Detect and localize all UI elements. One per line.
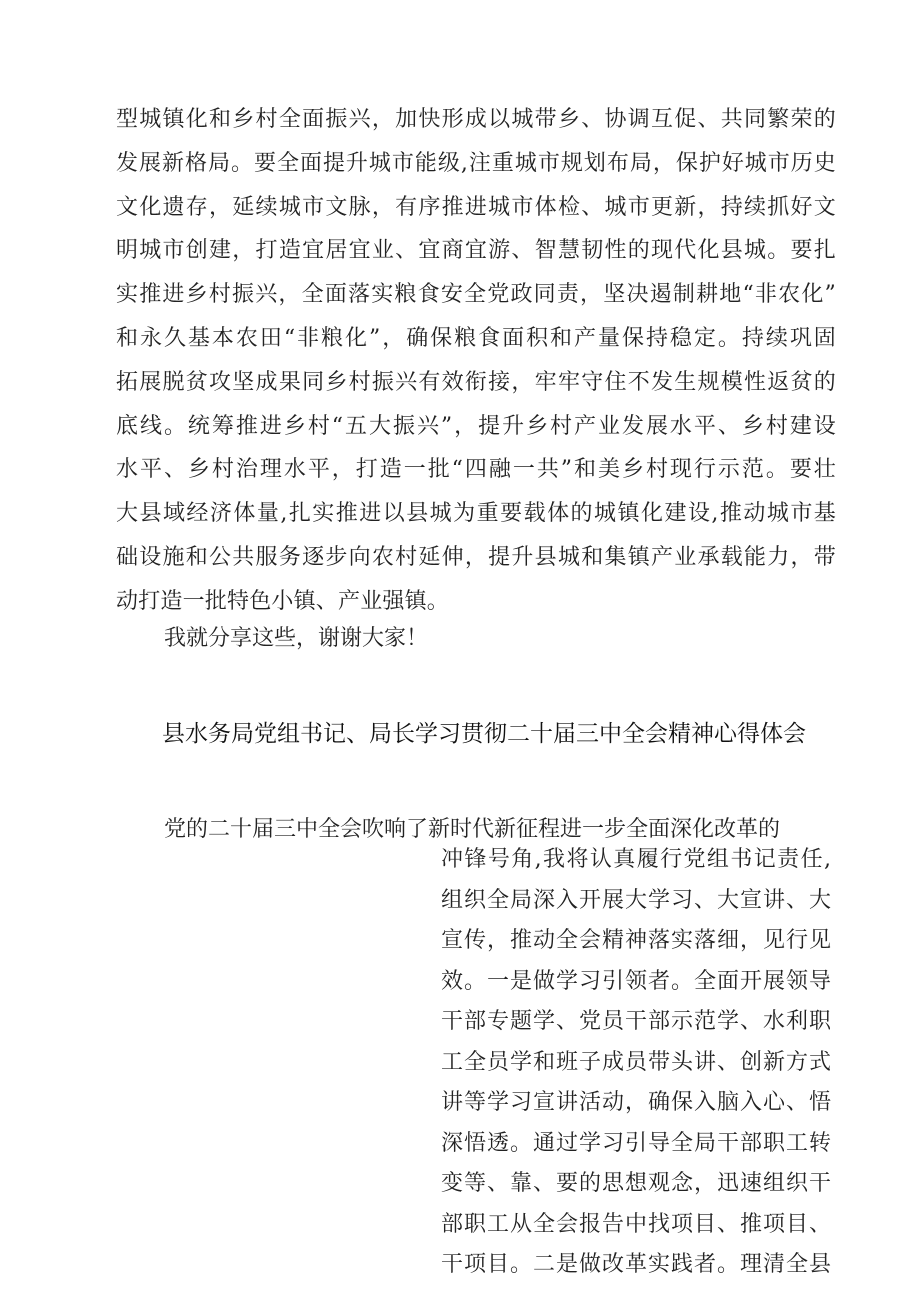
text-line: 冲锋号角,我将认真履行党组书记责任, bbox=[441, 847, 831, 872]
text-line: 明城市创建，打造宜居宜业、宜商宜游、智慧韧性的现代化县城。要扎 bbox=[116, 238, 836, 264]
text-line: 部职工从全会报告中找项目、推项目、 bbox=[441, 1211, 831, 1237]
text-line: 水平、乡村治理水平，打造一批“四融一共”和美乡村现行示范。要壮 bbox=[116, 457, 836, 483]
text-line: 动打造一批特色小镇、产业强镇。 bbox=[116, 588, 450, 614]
text-line: 变等、靠、要的思想观念，迅速组织干 bbox=[441, 1171, 831, 1196]
text-line: 底线。统筹推进乡村“五大振兴”，提升乡村产业发展水平、乡村建设 bbox=[116, 413, 836, 439]
article-title: 县水务局党组书记、局长学习贯彻二十届三中全会精神心得体会 bbox=[162, 721, 806, 747]
text-line: 效。一是做学习引领者。全面开展领导 bbox=[441, 968, 831, 994]
text-line: 干项目。二是做改革实践者。理清全县 bbox=[441, 1252, 831, 1277]
text-line: 组织全局深入开展大学习、大宣讲、大 bbox=[441, 887, 831, 913]
text-line: 文化遗存，延续城市文脉，有序推进城市体检、城市更新，持续抓好文 bbox=[116, 194, 836, 220]
text-line: 和永久基本农田“非粮化”，确保粮食面积和产量保持稳定。持续巩固 bbox=[116, 325, 836, 351]
text-line: 深悟透。通过学习引导全局干部职工转 bbox=[441, 1130, 831, 1156]
text-line: 础设施和公共服务逐步向农村延伸，提升县城和集镇产业承载能力，带 bbox=[116, 544, 836, 570]
article-body-column bbox=[441, 840, 831, 1286]
closing-remark: 我就分享这些，谢谢大家！ bbox=[164, 626, 429, 651]
text-line: 干部专题学、党员干部示范学、水利职 bbox=[441, 1009, 831, 1034]
article-intro-line: 党的二十届三中全会吹响了新时代新征程进一步全面深化改革的 bbox=[164, 817, 781, 842]
text-line: 工全员学和班子成员带头讲、创新方式 bbox=[441, 1049, 831, 1075]
text-line: 发展新格局。要全面提升城市能级,注重城市规划布局，保护好城市历史 bbox=[116, 150, 836, 176]
text-line: 讲等学习宣讲活动，确保入脑入心、悟 bbox=[441, 1090, 831, 1115]
text-line: 型城镇化和乡村全面振兴，加快形成以城带乡、协调互促、共同繁荣的 bbox=[116, 107, 836, 132]
text-line: 大县域经济体量,扎实推进以县城为重要载体的城镇化建设,推动城市基 bbox=[116, 501, 836, 527]
text-line: 实推进乡村振兴，全面落实粮食安全党政同责，坚决遏制耕地“非农化” bbox=[116, 282, 836, 308]
text-line: 宣传，推动全会精神落实落细，见行见 bbox=[441, 928, 831, 953]
body-paragraph bbox=[116, 98, 836, 624]
text-line: 拓展脱贫攻坚成果同乡村振兴有效衔接，牢牢守住不发生规模性返贫的 bbox=[116, 369, 836, 395]
